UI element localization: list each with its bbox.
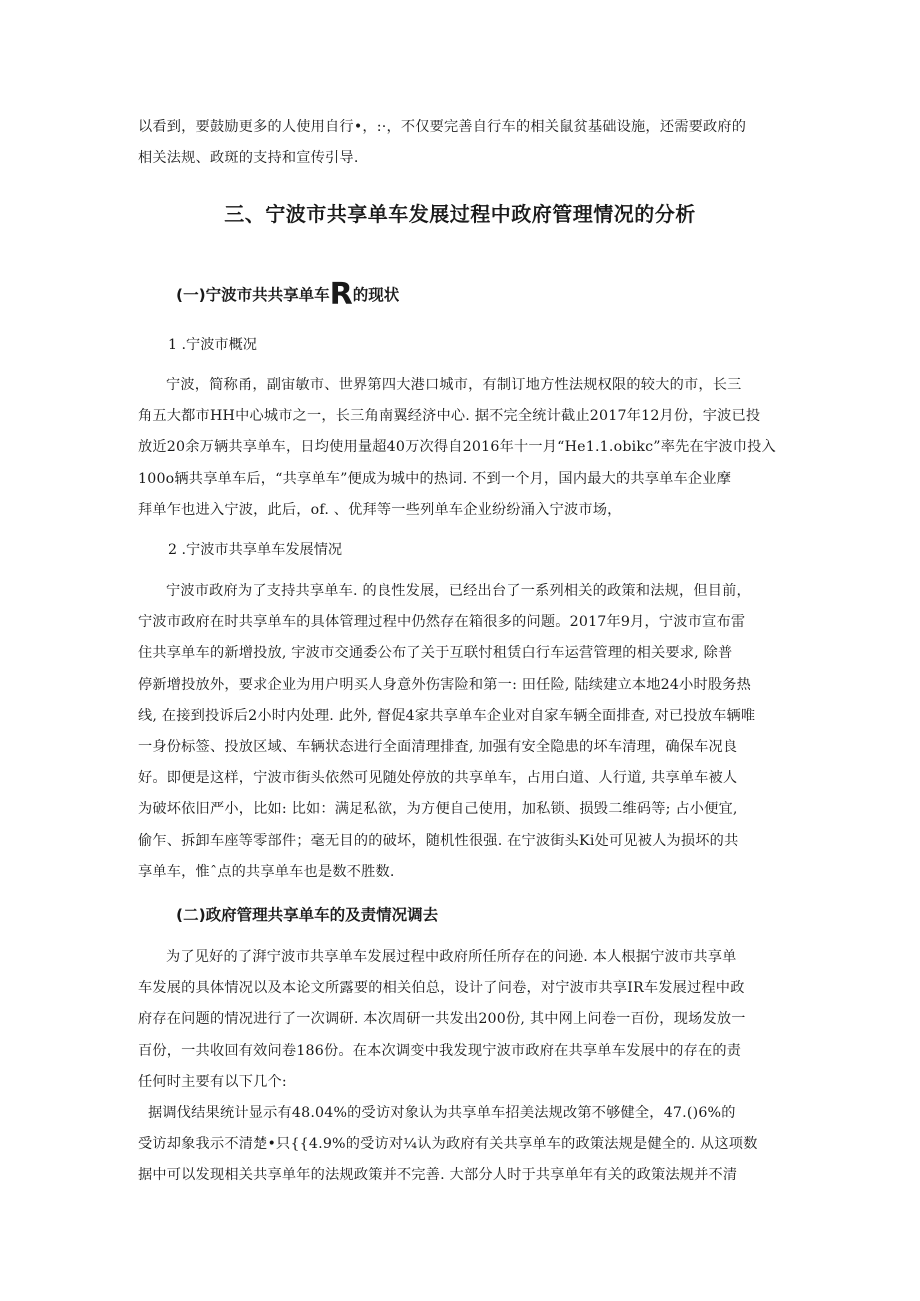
text-line: 一身份标签、投放区域、车辆状态进行全面清理排査, 加强有安全隐患的坏车清理，确保车况良 <box>138 739 738 756</box>
subsection-heading-text: 的现状 <box>352 286 400 304</box>
body-paragraph <box>138 370 786 526</box>
item-heading: 1 .宁波市概况 <box>168 337 257 353</box>
subsection-heading <box>176 277 400 312</box>
text-line: 享单车，惟ˆ点的共享单车也是数不胜数. <box>138 863 395 880</box>
text-line: 相关法规、政斑的支持和宣传引导. <box>138 150 359 167</box>
text-line: 偷乍、拆卸车座等零部件；毫无目的的破坏，随机性很强. 在宁波街头Ki处可见被人为损坏的共 <box>138 832 739 849</box>
text-line: 100o辆共享单车后，“共享单车”便成为城中的热词. 不到一个月，国内最大的共享单车企业摩 <box>138 470 732 487</box>
text-line: 百份，一共收回有效问卷186份。在本次调变中我发现宁波市政府在共享单车发展中的存在的责 <box>138 1042 742 1059</box>
text-line: 住共享单车的新增投放, 宇波市交通委公布了关于互联忖租赁白行车运营管理的相关要求, 除普 <box>138 645 733 662</box>
text-line: 受访却象我示不清楚•只{{4.9%的受访对¼认为政府有关共享单车的政策法规是健全的. 从这项数 <box>138 1136 758 1153</box>
text-line: 拜单乍也进入宁波，此后，of. 、优拜等一些列单车企业纷纷涌入宁波市场， <box>138 501 622 518</box>
text-line: 以看到，要鼓励更多的人使用自行•，:·，不仅要完善自行车的相关鼠贫基础设施，还需要政府的 <box>138 119 747 135</box>
text-line: 好。即便是这样，宁波市街头依然可见随处停放的共享单车，占用白道、人行道, 共享单车被人 <box>138 770 738 787</box>
text-line: 角五大都市HH中心城市之一，长三角南翼经济中心. 据不完全统计截止2017年12月份，宇波已投 <box>138 408 761 425</box>
body-paragraph <box>138 942 786 1098</box>
text-line: 为了见好的了湃宁波市共享单车发展过程中政府所任所存在的问逊. 本人根据宁波市共享单 <box>166 949 737 965</box>
text-line: 府存在问题的情况进行了一次调研. 本次周研一共发出200份, 其中网上问卷一百份，现场发放一 <box>138 1011 746 1028</box>
body-paragraph <box>138 576 786 888</box>
text-line: 放近20余万辆共享单车，日均使用量超40万次得自2016年十一月“He1.1.obikc”率先在宇波巾投入 <box>138 439 776 456</box>
item-heading: 2 .宁波市共享单车发展情况 <box>168 542 343 558</box>
text-line: 线, 在接到投诉后2小时内处理. 此外, 督促4家共享单车企业对自家车辆全面排查, 对已投放车辆唯 <box>138 707 756 724</box>
text-line: 为破坏依旧严小，比如: 比如：满足私欲，为方便自己使用，加私锁、损毁二维码等; 占小便宜, <box>138 801 738 818</box>
text-line: 宁波市政府为了支持共享单车. 的良性发展，已经出台了一系列相关的政策和法规，但目前， <box>166 583 751 599</box>
subsection-heading-big-letter: R <box>329 277 353 312</box>
intro-paragraph <box>138 112 786 174</box>
section-heading: 三、宁波市共享单车发展过程中政府管理情况的分析 <box>224 202 696 226</box>
text-line: 任何时主要有以下几个: <box>138 1073 287 1090</box>
text-line: 宁波市政府在时共享单车的具体管理过程中仍然存在箱很多的问题。2017年9月，宁波市宣布雷 <box>138 614 746 631</box>
text-line: 据中可以发现相关共享单年的法规政策并不完善. 大部分人时于共享单年有关的政策法规并不清 <box>138 1167 738 1184</box>
text-line: 车发展的具体情况以及本论文所露要的相关伯总，设计了问卷，对宁波市共享IR车发展过程中政 <box>138 980 745 997</box>
text-line: 停新增投放外，要求企业为用户明买人身意外伤害险和第一: 田任险, 陆续建立本地24小时股务热 <box>138 676 752 693</box>
subsection-heading-text: (一)宁波市共共享单车 <box>176 286 330 304</box>
text-line: 宁波，简称甬，副宙敏市、世界第四大港口城市，有制订地方性法规权限的较大的市，长三 <box>166 377 742 393</box>
text-line: 据调伐结果统计显示有48.04%的受访对象认为共享单车招美法规改第不够健全，47.()6%的 <box>148 1105 736 1121</box>
subsection-heading: (二)政府管理共享单车的及责情况调去 <box>176 906 439 924</box>
body-paragraph <box>138 1098 786 1192</box>
